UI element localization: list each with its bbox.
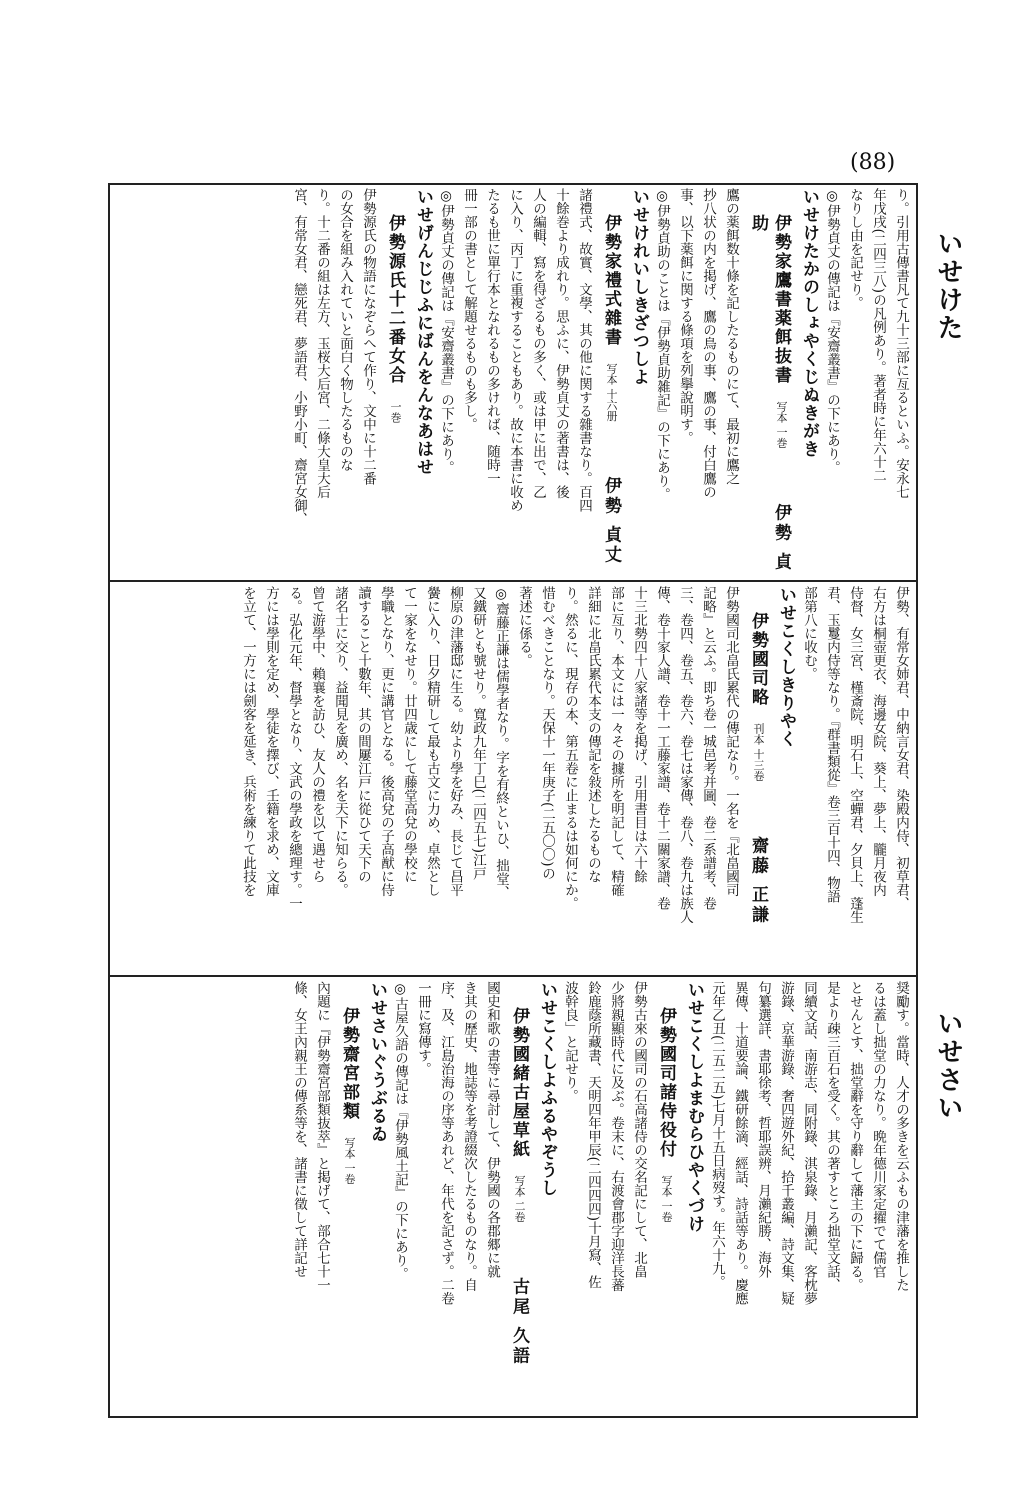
entry-text: 學職となり、更に講官となる。後高兌の子高猷に侍 [378, 586, 394, 897]
continuation-line: 是より疎三百石を受く。其の著すところ拙堂文話、 [824, 981, 840, 1292]
entry-text: て一家をなせり。廿四歳にして藤堂高兌の學校に [401, 586, 417, 883]
entry-format: 刊本 十三卷 [752, 723, 765, 782]
continuation-line: 游錄、京華游錄、奢四遊外紀、拾千叢編、詩文集、疑 [778, 981, 794, 1305]
entry-text: 少將親顯時代に及ぶ。卷末に、右渡會郡字迎洋長蕃 [608, 981, 624, 1292]
continuation-line: 部第八に收む。 [801, 586, 817, 681]
side-label-bottom: いせさい [933, 1010, 963, 1122]
entry-text: 諸禮式、故實、文學、其の他に関する雜書なり。百四 [576, 188, 592, 512]
entry-title: 伊勢家鷹書薬餌抜書 [771, 213, 791, 385]
continuation-line: 元年乙丑(二五二五)七月十五日病歿す。年六十九。 [709, 981, 725, 1289]
entry-text: 十三北勢四十八家諸等を掲げ、引用書目は六十餘 [631, 586, 647, 883]
entry-text: 序、及、江島治海の序等あれど、年代を記さず。二卷 [438, 981, 454, 1305]
continuation-line: 君、玉鬘内侍等なり。『群書類從』卷三百十四、物語 [824, 586, 840, 904]
page-number: (88) [850, 150, 896, 175]
entry-title: 伊勢家禮式雜書 [601, 213, 621, 347]
continuation-line: 年戊戌(二四三八)の凡例あり。著者時に年六十二 [870, 188, 886, 483]
entry-text: に入り、丙丁に重複することもあり。故に本書に收め [507, 188, 523, 512]
entry-text: ◎齋藤正謙は儒學者なり。字を有終といひ、拙堂、 [493, 586, 509, 899]
entry-reading: いせこくしよふるやぞうし [537, 981, 557, 1197]
entry-title: 伊勢國緒古屋草紙 [509, 1006, 529, 1159]
entry-title-line [746, 586, 770, 971]
entry-text: たるも世に單行本となれるもの多ければ、随時一 [484, 188, 500, 485]
entry-text: を立て、一方には劍客を延き、兵術を練りて此技を [240, 586, 256, 897]
entry-title-line [599, 188, 623, 576]
entry-text: の女合を組み入れていと面白く物したるものな [337, 188, 353, 472]
entry-format: 写本 一卷 [343, 1137, 356, 1185]
continuation-line: り。引用古傳書凡て九十三部に亙るといふ。安永七 [893, 188, 909, 499]
entry-text: 事、以下薬餌に関する條項を列擧說明す。 [677, 188, 693, 445]
entry-author: 伊勢 貞助 [748, 213, 791, 573]
divider-2 [108, 975, 918, 977]
entry-title: 伊勢齋宮部類 [339, 1006, 359, 1121]
entry-format: 写本 一巻 [775, 401, 788, 449]
continuation-line: なりし由を記せり。 [847, 188, 863, 310]
entry-text: り。然るに、現存の本、第五卷に止まるは如何にか。 [562, 586, 578, 910]
entry-author: 齋藤 正謙 [748, 836, 768, 926]
entry-text: 方には學則を定め、學徒を擇び、壬籍を求め、文庫 [263, 586, 279, 897]
entry-title: 伊勢國司略 [748, 611, 768, 707]
entry-text: る。弘化元年、督學となり、文武の學政を總理す。一 [286, 586, 302, 910]
entry-text: 內題に『伊勢齋宮部類抜萃』と掲げて、部合七十一 [314, 981, 330, 1292]
entry-reading: いせこくしきりやく [776, 586, 796, 748]
divider-1 [108, 580, 918, 582]
entry-text: き其の歷史、地誌等を考證綴次したるものなり。自 [461, 981, 477, 1292]
entry-reading: いせけれいしきざつしよ [629, 188, 649, 386]
entry-title-line [746, 188, 793, 576]
entry-text: 記略』と云ふ。即ち卷一城邑考并圖、卷二系譜考、卷 [700, 586, 716, 910]
entry-text: 一冊に寫傳す。 [415, 981, 431, 1076]
entry-text: 傳、卷十家人譜、卷十一工藤家譜、卷十二關家譜、卷 [654, 586, 670, 910]
entry-text: 柳原の津藩邸に生る。幼より學を好み、長じて昌平 [447, 586, 463, 897]
panel-top [114, 188, 912, 576]
entry-text: 國史和歌の書等に尋討して、伊勢國の各郡郷に就 [484, 981, 500, 1278]
entry-text: 宮、有常女君、戀死君、夢語君、小野小町、齋宮女御、 [291, 188, 307, 526]
entry-text: 十餘巻より成れり。思ふに、伊勢貞丈の著書は、後 [553, 188, 569, 499]
entry-reading: いせげんじじふにばんをんなあはせ [413, 188, 433, 476]
entry-text: 諸名士に交り、益聞見を廣め、名を天下に知らる。 [332, 586, 348, 897]
entry-author: 伊勢 貞丈 [601, 476, 621, 566]
entry-format: 一巻 [389, 401, 402, 424]
continuation-line: 伊勢、有常女姉君、中納言女君、染殿内侍、初草君、 [893, 586, 909, 910]
entry-text: り。十二番の組は左方、玉桜大后宮、二條大皇大后 [314, 188, 330, 499]
entry-text: 鷹の薬餌数十條を記したるものにて、最初に鷹之 [723, 188, 739, 485]
entry-text: 著述に係る。 [516, 586, 532, 667]
entry-text: 人の編輯、寫を得ざるもの多く、或は甲に出で、乙 [530, 188, 546, 499]
entry-text: 伊勢源氏の物語になぞらへて作り、文中に十二番 [360, 188, 376, 485]
entry-text: 讀すること十數年、其の間屢江戸に從ひて天下の [355, 586, 371, 883]
continuation-line: 右方は桐壺更衣、海邊女院、葵上、夢上、朧月夜内 [870, 586, 886, 897]
entry-title: 伊勢國司諸侍役付 [656, 1006, 676, 1159]
entry-text: ◎伊勢貞丈の傳記は『安齋叢書』の下にあり。 [438, 188, 454, 474]
entry-text: 三、卷四、卷五、卷六、卷七は家傳、卷八、卷九は族人 [677, 586, 693, 924]
entry-text: 鈴鹿蔭所藏書、天明四年甲辰(二四四四)十月寫、佐 [585, 981, 601, 1289]
entry-text: ◎古屋久語の傳記は『伊勢風土記』の下にあり。 [392, 981, 408, 1281]
entry-text: 抄八状の内を掲げ、鷹の鳥の事、鷹の事、付白鷹の [700, 188, 716, 499]
entry-text: 伊勢古來の國司の石高諸侍の交名記にして、北畠 [631, 981, 647, 1278]
continuation-line: 奨勵す。當時、人才の多きを云ふもの津藩を推した [893, 981, 909, 1292]
entry-text: 惜むべきことなり。天保十一年庚子(二五〇〇)の [539, 586, 555, 881]
continuation-line: とせんとす、拙堂辭を守り辭して藩主の下に歸る。 [847, 981, 863, 1292]
entry-format: 写本 一卷 [660, 1175, 673, 1223]
panel-bottom [114, 981, 912, 1413]
continuation-line: るは蓋し拙堂の力なり。晩年德川家定擢でて儒官 [870, 981, 886, 1278]
continuation-line: ◎伊勢貞丈の傳記は『安齋叢書』の下にあり。 [824, 188, 840, 474]
side-label-top: いせけた [933, 230, 963, 342]
entry-reading: いせけたかのしょやくじぬきがき [799, 188, 819, 458]
entry-text: 冊一部の書として解題せるものも多し。 [461, 188, 477, 431]
continuation-line: 異傳、十道要論、鐵研餘滴、經話、詩話等あり。慶應 [732, 981, 748, 1305]
entry-format: 写本 十六册 [605, 363, 618, 422]
entry-title-line [383, 188, 407, 576]
entry-title-line [507, 981, 531, 1413]
entry-text: 部に亙り、本文には一々その據所を明記して、精確 [608, 586, 624, 897]
continuation-line: 同續文話、南游志、同附錄、淇泉錄、月瀨記、客枕夢 [801, 981, 817, 1305]
entry-text: 波幹良」と記せり。 [562, 981, 578, 1103]
entry-title: 伊勢源氏十二番女合 [385, 213, 405, 385]
entry-title-line [337, 981, 361, 1413]
entry-title-line [654, 981, 678, 1413]
entry-text: 又鐵研とも號せり。寬政九年丁巳(二四五七)江戸 [470, 586, 486, 881]
entry-text: 曾て游學中、賴襄を訪ひ、友人の禮を以て遇せら [309, 586, 325, 883]
continuation-line: 句纂選詳、書耶徐考、哲耶誤辨、月瀨紀勝、海外 [755, 981, 771, 1278]
entry-text: ◎伊勢貞助のことは『伊勢貞助雑記』の下にあり。 [654, 188, 670, 501]
entry-text: 黌に入り、日夕精研して最も古文に力め、卓然とし [424, 586, 440, 897]
entry-reading: いせさいぐうぶるゐ [367, 981, 387, 1143]
entry-text: 伊勢國司北畠氏累代の傳記なり。一名を『北畠國司 [723, 586, 739, 897]
entry-author: 古尾 久語 [509, 1277, 529, 1367]
entry-text: 詳細に北畠氏累代本支の傳記を敍述したるものな [585, 586, 601, 883]
entry-text: 條、女王內親王の傳系等を、諸書に徵して詳記せ [291, 981, 307, 1278]
continuation-line: 侍督、女三宮、槿斎院、明石上、空蟬君、夕貝上、蓬生 [847, 586, 863, 924]
panel-middle [114, 586, 912, 971]
entry-format: 写本 二卷 [513, 1175, 526, 1223]
entry-reading: いせこくしよまむらひやくづけ [684, 981, 704, 1233]
